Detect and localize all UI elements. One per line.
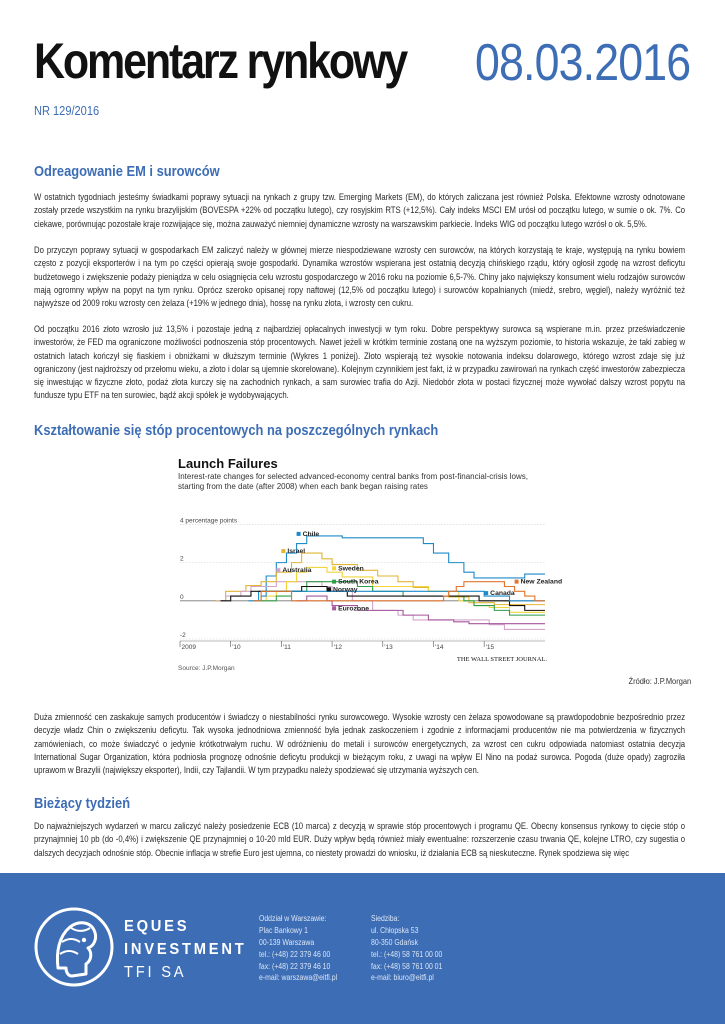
- section-title-interest-rates: Kształtowanie się stóp procentowych na poszczególnych rynkach: [34, 422, 439, 439]
- paragraph: Do przyczyn poprawy sytuacji w gospodarkach EM zaliczyć należy w głównej mierze niespodziewane wzrosty cen surowców, na których korzystają te kraje, występują na rynku bowiem często z pozycji eksporterów i na tym po części opierają swoje gospodarki. Dynamika wzrostów wspierana jest ostatnią decyzją chińskiego rządu, który ogłosił zgodę na wzrost deficytu budżetowego i zwiększenie podaży pieniądza w celu osiągnięcia celu wzrostu gospodarczego w 2016 roku na poziomie 6,5-7%. Chiny jako największy konsument wielu rodzajów surowców mają ogromny wpływ na popyt na tym rynku. Oprócz szeroko opisanej ropy naftowej (12,5% od początku lutego) i surowców kopalnianych (miedź, srebro, węgiel), należy wyróżnić też najwyższe od 2009 roku wzrosty cen żelaza (+19% w jednego dnia), hossę na rynku złota, i wzrosty cen cukru.: [34, 245, 686, 309]
- office-hq-fax: fax: (+48) 58 761 00 01: [371, 961, 443, 971]
- chart-credit: THE WALL STREET JOURNAL.: [456, 656, 547, 663]
- office-warsaw-email[interactable]: e-mail: warszawa@eitfi.pl: [259, 973, 338, 983]
- y-tick-label: -2: [180, 632, 186, 639]
- brand-name-line2: INVESTMENT: [124, 941, 247, 958]
- series-label-australia: Australia: [282, 567, 312, 575]
- paragraph: Do najważniejszych wydarzeń w marcu zaliczyć należy posiedzenie ECB (10 marca) z decyzją w sprawie stóp procentowych i programu QE. Obecny konsensus rynkowy to cięcie stóp o przynajmniej 10 pb (do -0,4%) i zwiększenie QE przynajmniej o 10-20 mld EUR. Duży wpływ będą również miały ewentualne: rozszerzenie czasu trwania QE, kolejne LTRO, czy sugestia o dalszych decyzjach odnośnie stóp. Obecnie inflacja w strefie Euro jest ujemna, co niestety prowadzi do wniosku, iż działania ECB są nieskuteczne. Rynek spodziewa się więc: [34, 821, 686, 858]
- x-tick-label: 2009: [181, 644, 196, 651]
- series-label-israel: Israel: [287, 548, 306, 556]
- report-title: Komentarz rynkowy: [34, 33, 407, 89]
- legend-swatch-norway: [327, 587, 331, 591]
- brand-name-line3: TFI SA: [124, 964, 187, 981]
- series-line-australia: [218, 582, 545, 630]
- eques-logo-icon: [32, 902, 116, 992]
- office-warsaw-address: [259, 913, 337, 984]
- series-label-south-korea: South Korea: [338, 578, 379, 586]
- x-tick-label: '10: [232, 644, 241, 651]
- series-label-norway: Norway: [333, 586, 358, 594]
- y-tick-label: 2: [180, 555, 184, 563]
- series-label-eurozone: Eurozone: [338, 605, 370, 613]
- chart-title: Launch Failures: [178, 456, 278, 471]
- legend-swatch-new-zealand: [515, 580, 519, 584]
- office-hq-street: ul. Chłopska 53: [371, 925, 419, 935]
- brand-name-line1: EQUES: [124, 918, 190, 935]
- y-tick-label: 4 percentage points: [180, 517, 238, 525]
- x-tick-label: '11: [282, 644, 291, 651]
- legend-swatch-australia: [276, 568, 280, 572]
- paragraph: W ostatnich tygodniach jesteśmy świadkami poprawy sytuacji na rynkach z grupy tzw. Emerging Markets (EM), do których zaliczana jest również Polska. Efektowne wzrosty odnotowane zostały przede wszystkim na rynku brazylijskim (BOVESPA +22% od początku lutego), czy rosyjskim RTS (+12,5%). Cały indeks MSCI EM urósł od początku lutego, w sumie o ok. 7%. Co ciekawe, porównując pozostałe kraje rozwijające się, można zauważyć niemniej dynamiczne wzrosty na warszawskim parkiecie. Indeks WIG od początku lutego wzrósł o ok. 5,5%.: [34, 192, 686, 229]
- office-warsaw-city: 00-139 Warszawa: [259, 937, 315, 947]
- legend-swatch-chile: [297, 532, 301, 536]
- x-tick-label: '14: [434, 644, 444, 651]
- chart-source-note: Źródło: J.P.Morgan: [628, 676, 691, 686]
- office-hq-email[interactable]: e-mail: biuro@eitfi.pl: [371, 973, 434, 983]
- chart-subtitle-box: [178, 472, 543, 500]
- series-label-canada: Canada: [490, 590, 515, 598]
- section-title-em-commodities: Odreagowanie EM i surowców: [34, 163, 220, 180]
- launch-failures-chart: [175, 451, 563, 678]
- series-label-chile: Chile: [302, 530, 320, 538]
- office-hq-heading: Siedziba:: [371, 914, 400, 923]
- office-warsaw-phone: tel.: (+48) 22 379 46 00: [259, 949, 331, 959]
- legend-swatch-israel: [281, 549, 285, 553]
- legend-swatch-south-korea: [332, 580, 336, 584]
- chart-subtitle: Interest-rate changes for selected advanced-economy central banks from post-financial-crisis lows, starting from the date (after 2008) when each bank began raising rates: [178, 472, 528, 491]
- section-title-current-week: Bieżący tydzień: [34, 795, 131, 812]
- x-tick-label: '15: [485, 644, 495, 651]
- paragraph: Od początku 2016 złoto wzrosło już 13,5% i pozostaje jedną z najbardziej opłacalnych inwestycji w tym roku. Dobre perspektywy surowca są wspierane m.in. przez przeświadczenie inwestorów, że FED ma ograniczone możliwości podnoszenia stóp procentowych. Nawet jeżeli w krótkim terminie zostaną one na wyższym poziomie, to historia wskazuje, że taki zabieg w ostatnich latach kończył się fiaskiem i obniżkami w dłuższym terminie (Wykres 1 poniżej). Złoto wspierają też wysokie notowania indeksu dolarowego, którego wzrost zdaje się już ograniczony (jest najdroższy od przełomu wieku, a złoto i dolar są ujemnie skorelowane). Kolejnym czynnikiem jest fakt, iż w przypadku zawirowań na rynkach część inwestorów zabezpiecza się inwestując w fizyczne złoto, podaż złota kurczy się na zachodnich rynkach, a sam surowiec trafia do Azji. Niedobór złota w postaci fizycznej może wywołać dalszy wzrost popytu na fundusze typu ETF na ten surowiec, bądź akcji spółek je wydobywających.: [34, 324, 686, 401]
- chart-svg: [175, 451, 563, 678]
- legend-swatch-eurozone: [332, 606, 336, 610]
- office-warsaw-fax: fax: (+48) 22 379 46 10: [259, 961, 331, 971]
- x-tick-label: '13: [384, 644, 393, 651]
- series-label-sweden: Sweden: [338, 565, 364, 573]
- office-hq-address: [371, 913, 442, 984]
- report-number: NR 129/2016: [34, 103, 100, 118]
- legend-swatch-sweden: [332, 566, 336, 570]
- office-warsaw-heading: Oddział w Warszawie:: [259, 914, 327, 923]
- series-label-new-zealand: New Zealand: [520, 578, 563, 586]
- office-warsaw-street: Plac Bankowy 1: [259, 925, 308, 935]
- office-hq-phone: tel.: (+48) 58 761 00 00: [371, 949, 443, 959]
- y-tick-label: 0: [180, 593, 184, 601]
- legend-swatch-canada: [484, 591, 488, 595]
- chart-source: Source: J.P.Morgan: [178, 665, 235, 672]
- paragraph: Duża zmienność cen zaskakuje samych producentów i świadczy o niestabilności rynku surowcowego. Wysokie wzrosty cen żelaza spowodowane są prawdopodobnie bezpośrednio przez decyzje władz Chin o zwiększeniu deficytu. Tak wysoka jednodniowa zmienność była jednak zaskoczeniem i zgodnie z informacjami producentów nie ma potwierdzenia w fizycznych zamówieniach, co może świadczyć o jedynie krótkotrwałym ruchu. W odróżnieniu do metali i surowców energetycznych, za wzrost cen cukru odpowiada natomiast ostatnia decyzja International Sugar Organization, która podniosła prognozę odnośnie deficytu produkcji w bieżącym roku, z uwagi na wpływ El Nino na podaż surowca. Pogoda (duże opady) zagroziła uprawom w Brazylii (największy eksporter), Indii, czy Tajlandii. W tym przypadku należy spodziewać się utrzymania wyższych cen.: [34, 712, 686, 776]
- office-hq-city: 80-350 Gdańsk: [371, 937, 419, 947]
- x-tick-label: '12: [333, 644, 343, 651]
- report-date: 08.03.2016: [474, 34, 690, 92]
